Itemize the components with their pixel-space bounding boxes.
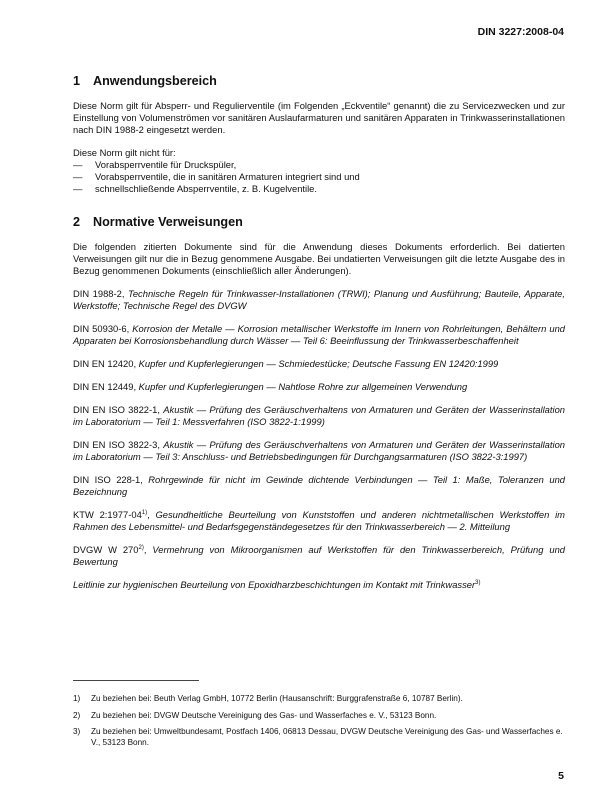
reference-title: Rohrgewinde für nicht im Gewinde dichtende Verbindungen — Teil 1: Maße, Toleranzen und Bezeichnung [73, 474, 565, 497]
footnote-number: 1) [73, 694, 81, 703]
footnote-divider [73, 680, 199, 681]
paragraph: Diese Norm gilt für Absperr- und Regulierventile (im Folgenden „Eckventile“ genannt) die zu Servicezwecken und zur Einstellung von Volumenströmen vor sanitären Auslaufarmaturen und sanitären Apparaten in Trinkwasserinstallationen nach DIN 1988-2 eingesetzt werden. [73, 100, 565, 135]
reference-title: Technische Regeln für Trinkwasser-Installationen (TRWI); Planung und Ausführung; Bauteile, Apparate, Werkstoffe; Technische Regel des DVGW [73, 288, 565, 311]
footnote-marker: 1) [141, 509, 148, 516]
section-title: Anwendungsbereich [93, 74, 217, 88]
reference-title: Akustik — Prüfung des Geräuschverhaltens von Armaturen und Geräten der Wasserinstallation im Laboratorium — Teil 3: Anschluss- und Betriebsbedingungen für Durchgangsarmaturen (ISO 3822-3:1997) [73, 439, 565, 462]
dash-bullet: — [73, 183, 83, 194]
footnote [73, 694, 565, 705]
footnote-marker: 2) [138, 544, 144, 551]
footnote-marker: 3) [475, 579, 481, 586]
reference-id: KTW 2:1977-04 [73, 509, 142, 520]
reference-entry [73, 579, 565, 591]
reference-id: DIN ISO 228-1, [73, 474, 143, 485]
reference-entry [73, 288, 565, 312]
reference-id: DIN 50930-6, [73, 323, 130, 334]
reference-entry: KTW 2:1977-04$^{1)}$, Gesundheitliche Beurteilung von Kunststoffen und anderen nichtmetallischen Werkstoffen im Rahmen des Lebensmittel- und Bedarfsgegenständegesetzes für den Trinkwasserbereich — 2. Mitteilung [73, 509, 565, 532]
list-item-text: schnellschließende Absperrventile, z. B. Kugelventile. [95, 183, 317, 194]
reference-entry [73, 439, 565, 463]
footnote [73, 727, 565, 748]
reference-entry [73, 404, 565, 428]
dash-bullet: — [73, 171, 83, 182]
list-item-text: Vorabsperrventile für Druckspüler, [95, 159, 237, 170]
list-item-text: Vorabsperrventile, die in sanitären Armaturen integriert sind und [95, 171, 360, 182]
reference-title: Gesundheitliche Beurteilung von Kunststoffen und anderen nichtmetallischen Werkstoffen im Rahmen des Lebensmittel- und Bedarfsgegenständegesetzes für den Trinkwasserbereich — 2. Mitteilung [73, 509, 565, 532]
reference-title: Leitlinie zur hygienischen Beurteilung von Epoxidharzbeschichtungen im Kontakt mit Trinkwasser [73, 579, 476, 590]
section-title: Normative Verweisungen [93, 215, 243, 229]
reference-title: Kupfer und Kupferlegierungen — Nahtlose Rohre zur allgemeinen Verwendung [138, 381, 468, 392]
reference-id: DVGW W 270 [73, 544, 139, 555]
reference-title: Korrosion der Metalle — Korrosion metallischer Werkstoffe im Innern von Rohrleitungen, Behältern und Apparaten bei Korrosionsbehandlung durch Wässer — Teil 6: Beeinflussung der Trinkwasserbeschaffenheit [73, 323, 566, 346]
reference-entry [73, 474, 565, 498]
reference-entry: DVGW W 270$^{2)}$, Vermehrung von Mikroorganismen auf Werkstoffen für den Trinkwasserbereich, Prüfung und Bewertung [73, 544, 565, 567]
reference-id: DIN EN 12420, [73, 358, 137, 369]
page-number: 5 [558, 770, 564, 782]
section-1-heading [73, 74, 565, 89]
section-number: 2 [73, 215, 81, 229]
reference-entry [73, 323, 565, 347]
reference-title: Akustik — Prüfung des Geräuschverhaltens von Armaturen und Geräten der Wasserinstallation im Laboratorium — Teil 1: Messverfahren (ISO 3822-1:1999) [73, 404, 565, 427]
reference-title: Kupfer und Kupferlegierungen — Schmiedestücke; Deutsche Fassung EN 12420:1999 [138, 358, 499, 369]
footnote-number: 3) [73, 727, 81, 736]
reference-entry [73, 381, 565, 393]
reference-id: DIN EN 12449, [73, 381, 137, 392]
list-item [73, 171, 565, 183]
list-item [73, 159, 565, 171]
section-2-heading [73, 215, 565, 230]
document-id: DIN 3227:2008-04 [477, 26, 564, 38]
footnotes [73, 694, 565, 754]
reference-id: DIN EN ISO 3822-1, [73, 404, 160, 415]
dash-bullet: — [73, 159, 83, 170]
main-content [73, 74, 565, 591]
paragraph: Die folgenden zitierten Dokumente sind für die Anwendung dieses Dokuments erforderlich. Bei datierten Verweisungen gilt nur die in Bezug genommene Ausgabe. Bei undatierten Verweisungen gilt die letzte Ausgabe des in Bezug genommenen Dokuments (einschließlich aller Änderungen). [73, 241, 565, 276]
list-item [73, 183, 565, 195]
reference-id: DIN EN ISO 3822-3, [73, 439, 160, 450]
footnote-text: Zu beziehen bei: DVGW Deutsche Vereinigung des Gas- und Wasserfaches e. V., 53123 Bonn. [91, 710, 437, 720]
footnote-number: 2) [73, 710, 81, 720]
reference-entry [73, 358, 565, 370]
footnote-text: Zu beziehen bei: Umweltbundesamt, Postfach 1406, 06813 Dessau, DVGW Deutsche Vereinigung des Gas- und Wasserfaches e. V., 53123 Bonn. [91, 727, 563, 747]
section-number: 1 [73, 74, 81, 88]
paragraph: Diese Norm gilt nicht für: [73, 147, 176, 158]
footnote [73, 711, 565, 722]
reference-title: Vermehrung von Mikroorganismen auf Werkstoffen für den Trinkwasserbereich, Prüfung und Bewertung [73, 544, 565, 567]
reference-id: DIN 1988-2, [73, 288, 125, 299]
footnote-text: Zu beziehen bei: Beuth Verlag GmbH, 10772 Berlin (Hausanschrift: Burggrafenstraße 6, 10787 Berlin). [91, 694, 463, 703]
